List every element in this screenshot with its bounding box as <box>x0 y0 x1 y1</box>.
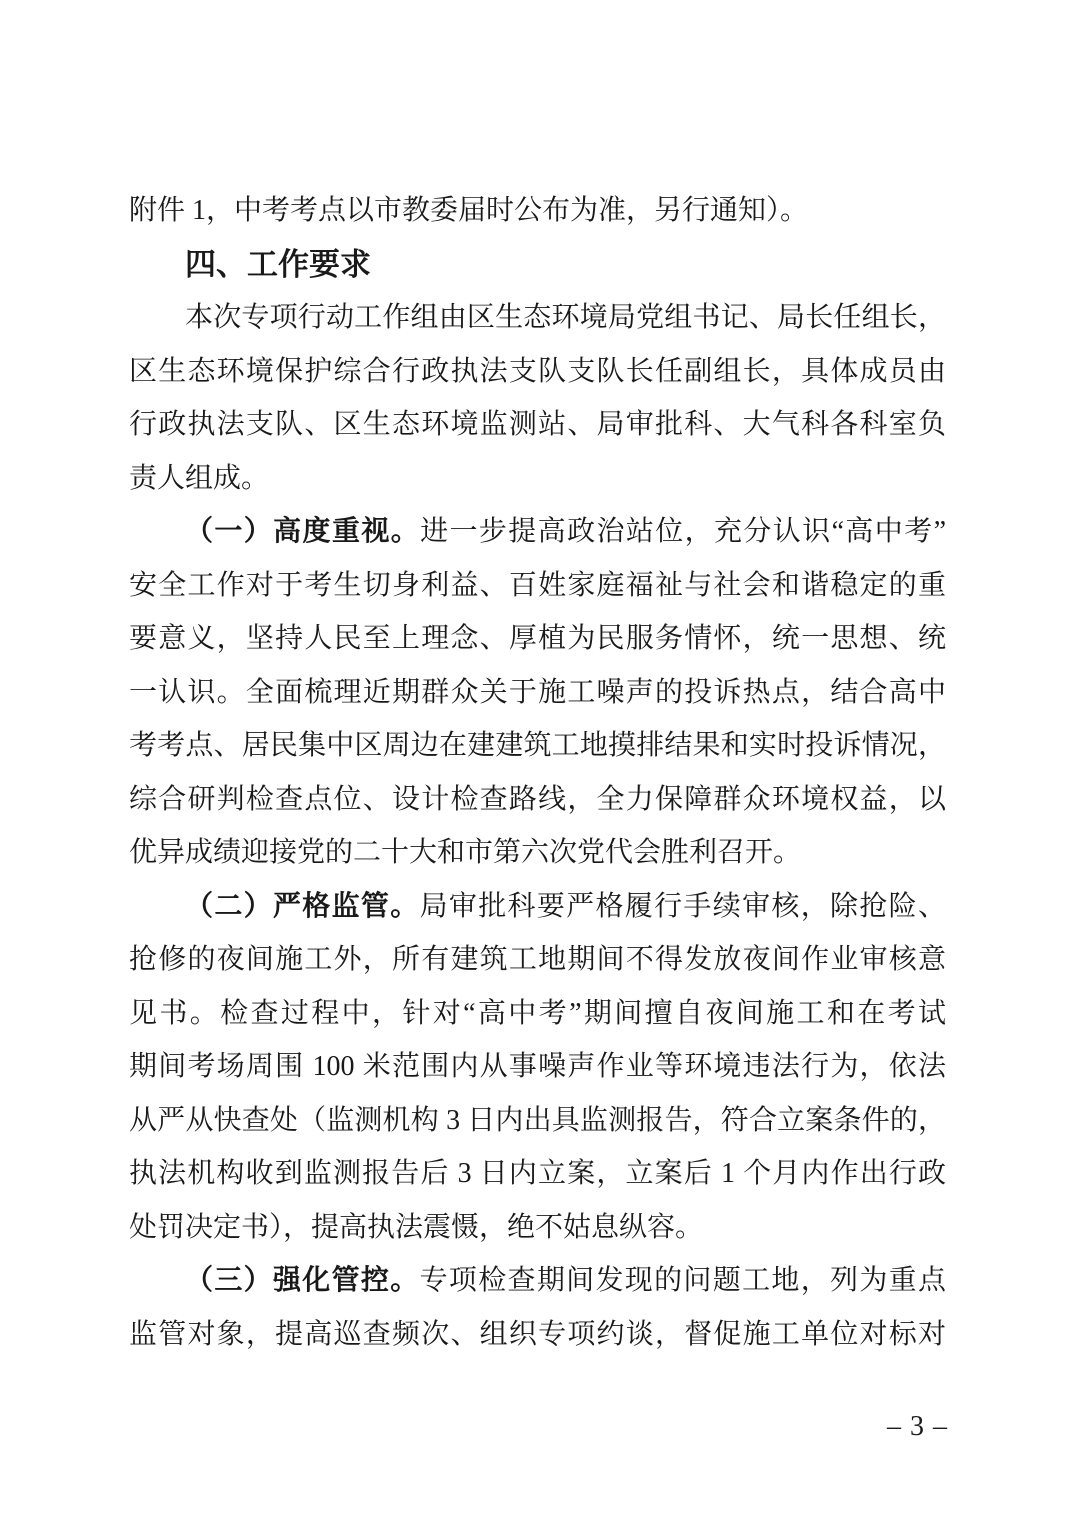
line-text: 综合研判检查点位、设计检查路线，全力保障群众环境权益，以 <box>129 783 946 815</box>
text-line <box>129 719 946 773</box>
line-text: 监管对象，提高巡查频次、组织专项约谈，督促施工单位对标对 <box>129 1318 946 1350</box>
text-line <box>129 291 946 345</box>
line-text: 优异成绩迎接党的二十大和市第六次党代会胜利召开。 <box>129 837 802 868</box>
line-text: 期间考场周围 100 米范围内从事噪声作业等环境违法行为，依法 <box>129 1051 946 1082</box>
line-text: 从严从快查处（监测机构 3 日内出具监测报告，符合立案条件的， <box>129 1104 946 1136</box>
line-text: 区生态环境保护综合行政执法支队支队长任副组长，具体成员由 <box>129 355 946 387</box>
text-line <box>129 1308 946 1362</box>
text-line <box>129 452 946 506</box>
text-line <box>129 505 946 559</box>
text-line <box>129 933 946 987</box>
line-text: 见书。检查过程中，针对“高中考”期间擅自夜间施工和在考试 <box>129 997 946 1029</box>
text-line <box>129 612 946 666</box>
line-text: 局审批科要严格履行手续审核，除抢险、 <box>419 890 946 922</box>
text-line <box>129 1254 946 1308</box>
line-text: 本次专项行动工作组由区生态环境局党组书记、局长任组长， <box>185 302 946 333</box>
text-line <box>129 1094 946 1148</box>
line-text: 抢修的夜间施工外，所有建筑工地期间不得发放夜间作业审核意 <box>129 944 946 975</box>
page-number: – 3 – <box>887 1411 948 1442</box>
text-line <box>129 1201 946 1255</box>
line-text: 进一步提高政治站位，充分认识“高中考” <box>420 516 946 547</box>
paragraph-lead-label: （一）高度重视。 <box>185 516 421 547</box>
text-line <box>129 826 946 880</box>
text-line <box>129 880 946 934</box>
paragraph-lead-label: （二）严格监管。 <box>185 890 420 922</box>
text-line <box>129 1040 946 1094</box>
line-text: 安全工作对于考生切身利益、百姓家庭福祉与社会和谐稳定的重 <box>129 569 946 601</box>
text-line <box>129 345 946 399</box>
text-line <box>129 1147 946 1201</box>
text-line <box>129 773 946 827</box>
line-text: 责人组成。 <box>129 462 270 494</box>
section-heading <box>129 238 946 292</box>
continuation-line <box>129 184 946 238</box>
line-text: 考考点、居民集中区周边在建建筑工地摸排结果和实时投诉情况， <box>129 730 946 761</box>
line-text: 要意义，坚持人民至上理念、厚植为民服务情怀，统一思想、统 <box>129 623 946 654</box>
line-text: 专项检查期间发现的问题工地，列为重点 <box>419 1265 946 1296</box>
line-text: 附件 1，中考考点以市教委届时公布为准，另行通知）。 <box>129 195 809 226</box>
line-text: 行政执法支队、区生态环境监测站、局审批科、大气科各科室负 <box>129 409 946 440</box>
text-line <box>129 987 946 1041</box>
text-line <box>129 666 946 720</box>
line-text: 一认识。全面梳理近期群众关于施工噪声的投诉热点，结合高中 <box>129 676 946 708</box>
line-text: 执法机构收到监测报告后 3 日内立案，立案后 1 个月内作出行政 <box>129 1158 946 1189</box>
line-text: 四、工作要求 <box>185 246 371 282</box>
document-text-block <box>129 184 946 1361</box>
text-line <box>129 559 946 613</box>
line-text: 处罚决定书），提高执法震慑，绝不姑息纵容。 <box>129 1211 704 1243</box>
paragraph-lead-label: （三）强化管控。 <box>185 1265 420 1296</box>
text-line <box>129 398 946 452</box>
